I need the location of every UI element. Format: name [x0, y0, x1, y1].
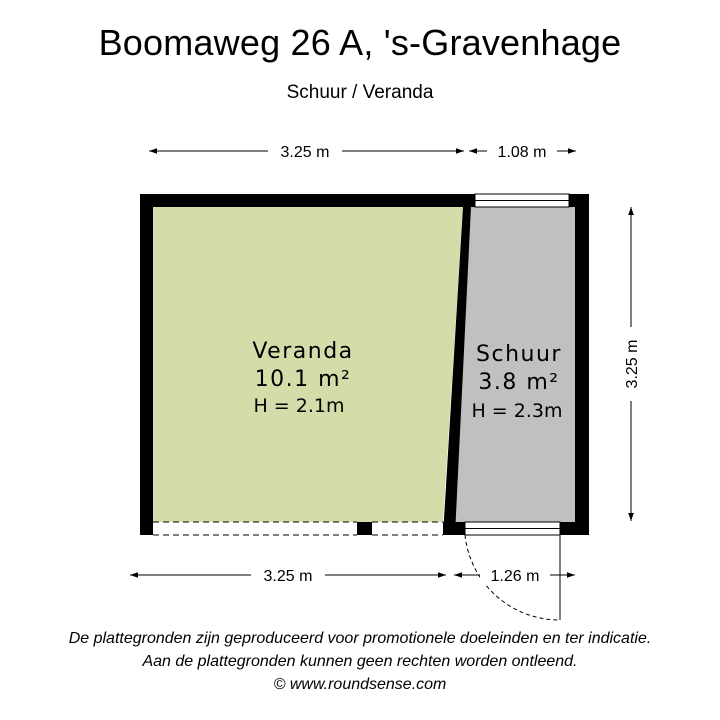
- wall-top-left: [140, 194, 475, 207]
- window-top: [475, 194, 569, 207]
- copyright: © www.roundsense.com: [273, 676, 447, 693]
- disclaimer-line-2: Aan de plattegronden kunnen geen rechten worden ontleend.: [142, 653, 578, 670]
- room-name-schuur: Schuur: [476, 342, 562, 367]
- disclaimer-line-1: De plattegronden zijn geproduceerd voor promotionele doeleinden en ter indicatie.: [68, 630, 652, 647]
- disclaimer: [0, 627, 720, 696]
- wall-bottom-mid: [443, 522, 465, 535]
- wall-bottom-right: [560, 522, 589, 535]
- wall-left: [140, 194, 153, 535]
- page-subtitle: Schuur / Veranda: [286, 82, 434, 103]
- room-name-veranda: Veranda: [252, 339, 354, 364]
- room-area-schuur: 3.8 m²: [478, 370, 560, 395]
- room-height-schuur: H = 2.3m: [471, 400, 563, 422]
- dim-label-bottom-left: 3.25 m: [263, 568, 313, 585]
- dim-label-top-right: 1.08 m: [497, 144, 547, 161]
- dim-label-top-left: 3.25 m: [280, 144, 330, 161]
- page-title: Boomaweg 26 A, 's-Gravenhage: [98, 22, 622, 63]
- wall-post: [357, 522, 372, 535]
- veranda-floor: [153, 207, 463, 522]
- veranda-open-side: [153, 522, 443, 535]
- room-height-veranda: H = 2.1m: [253, 395, 345, 417]
- dim-label-bottom-right: 1.26 m: [490, 568, 540, 585]
- wall-bottom-left-stub: [140, 522, 153, 535]
- room-area-veranda: 10.1 m²: [254, 367, 352, 392]
- dim-label-right: 3.25 m: [624, 339, 641, 389]
- wall-right: [575, 194, 589, 535]
